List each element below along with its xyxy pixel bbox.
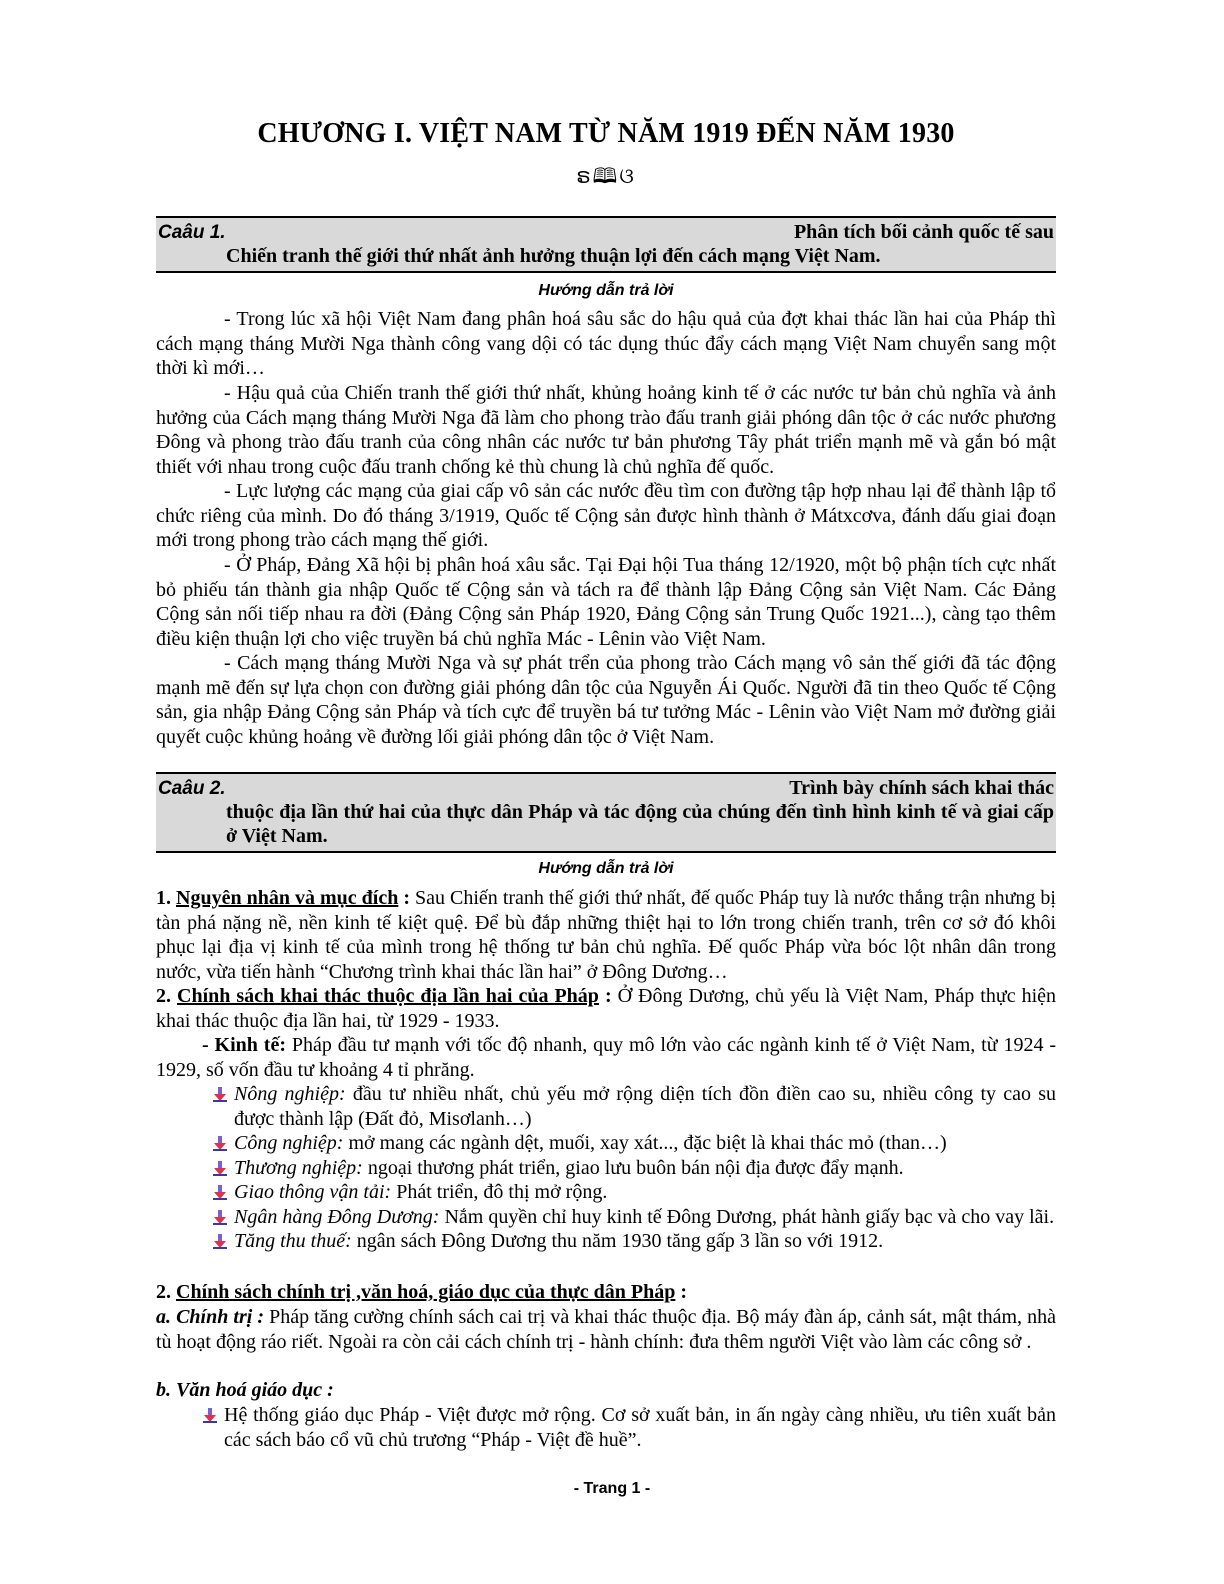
economy-text: Pháp đầu tư mạnh với tốc độ nhanh, quy mô lớn vào các ngành kinh tế ở Việt Nam, từ 1924 - 1929, số vốn đầu tư khoảng 4 tỉ phrăng. xyxy=(156,1034,1056,1081)
q2-section-3 xyxy=(156,1280,1056,1305)
list-item xyxy=(212,1229,1056,1254)
arrow-bullet-icon xyxy=(212,1184,228,1200)
question-1-text-first: Phân tích bối cảnh quốc tế sau xyxy=(793,221,1054,243)
book-ornament-icon: ຣ🕮ଓ xyxy=(576,164,636,188)
list-item xyxy=(202,1403,1056,1452)
q2-economy xyxy=(156,1033,1056,1082)
bullet-label: Công nghiệp: xyxy=(234,1132,344,1154)
list-item xyxy=(212,1180,1056,1205)
arrow-bullet-icon xyxy=(212,1233,228,1249)
economy-label: - Kinh tế: xyxy=(202,1034,286,1056)
bullet-text: đầu tư nhiều nhất, chủ yếu mở rộng diện tích đồn điền cao su, nhiều công ty cao su được thành lập (Đất đỏ, Misơlanh…) xyxy=(234,1083,1056,1130)
page-footer: - Trang 1 - xyxy=(573,1480,651,1497)
bullet-label: Thương nghiệp: xyxy=(234,1156,363,1179)
section-2-colon: : xyxy=(598,985,612,1007)
arrow-bullet-icon xyxy=(202,1407,218,1423)
bullet-text: Hệ thống giáo dục Pháp - Việt được mở rộng. Cơ sở xuất bản, in ấn ngày càng nhiều, ưu tiên xuất bản các sách báo cổ vũ chủ trương “Pháp - Việt đề huề”. xyxy=(224,1404,1056,1451)
question-2-box xyxy=(156,772,1056,853)
question-1-guide: Hướng dẫn trả lời xyxy=(538,282,674,299)
politics-label: a. Chính trị : xyxy=(156,1306,265,1328)
bullet-text: ngân sách Đông Dương thu năm 1930 tăng gấp 3 lần so với 1912. xyxy=(351,1230,884,1252)
culture-bullet-list xyxy=(202,1403,1056,1452)
q2-culture-heading xyxy=(156,1378,1056,1403)
q1-paragraph-2: - Hậu quả của Chiến tranh thế giới thứ nhất, khủng hoảng kinh tế ở các nước tư bản chủ nghĩa và ảnh hưởng của Cách mạng tháng Mười Nga đã làm cho phong trào đấu tranh giải phóng dân tộc ở các nước phương Đông và phong trào đấu tranh của công nhân các nước tư bản phương Tây phát triển mạnh mẽ và gắn bó mật thiết với nhau trong cuộc đấu tranh chống kẻ thù chung là chủ nghĩa đế quốc. xyxy=(156,382,1056,478)
q2-politics xyxy=(156,1305,1056,1354)
question-2-guide: Hướng dẫn trả lời xyxy=(538,860,674,877)
bullet-label: Tăng thu thuế: xyxy=(234,1230,352,1252)
arrow-bullet-icon xyxy=(212,1160,228,1176)
economy-bullet-list xyxy=(212,1082,1056,1254)
section-3-number: 2. xyxy=(156,1281,171,1303)
bullet-text: Phát triển, đô thị mở rộng. xyxy=(391,1181,608,1203)
question-2-text-rest: thuộc địa lần thứ hai của thực dân Pháp và tác động của chúng đến tình hình kinh tế và giai cấp ở Việt Nam. xyxy=(226,801,1054,847)
section-1-number: 1. xyxy=(156,887,171,909)
q1-paragraph-5: - Cách mạng tháng Mười Nga và sự phát trển của phong trào Cách mạng vô sản thế giới đã tác động mạnh mẽ đến sự lựa chọn con đường giải phóng dân tộc của Nguyễn Ái Quốc. Người đã tin theo Quốc tế Cộng sản, gia nhập Đảng Cộng sản Pháp và tích cực để truyền bá tư tưởng Mác - Lênin vào Việt Nam mở đường giải quyết cuộc khủng hoảng về đường lối giải phóng dân tộc ở Việt Nam. xyxy=(156,652,1056,748)
question-2-label: Caâu 2. xyxy=(158,778,226,799)
culture-label: b. Văn hoá giáo dục : xyxy=(156,1379,334,1401)
bullet-text: Nắm quyền chỉ huy kinh tế Đông Dương, phát hành giấy bạc và cho vay lãi. xyxy=(439,1205,1055,1228)
section-3-colon: : xyxy=(675,1281,688,1303)
section-1-text: Sau Chiến tranh thế giới thứ nhất, đế quốc Pháp tuy là nước thắng trận nhưng bị tàn phá nặng nề, nền kinh tế kiệt quệ. Để bù đắp những thiệt hại to lớn trong chiến tranh, trên cơ sở đó khôi phục lại địa vị kinh tế của mình trong hệ thống tư bản chủ nghĩa. Đế quốc Pháp vừa bóc lột nhân dân trong nước, vừa tiến hành “Chương trình khai thác lần hai” ở Đông Dương… xyxy=(156,887,1056,983)
arrow-bullet-icon xyxy=(212,1086,228,1102)
list-item xyxy=(212,1156,1056,1181)
question-2-text xyxy=(158,776,1054,848)
bullet-text: ngoại thương phát triển, giao lưu buôn bán nội địa được đẩy mạnh. xyxy=(362,1156,904,1179)
question-1-text xyxy=(158,220,1054,268)
bullet-label: Nông nghiệp: xyxy=(234,1083,346,1105)
question-1-box xyxy=(156,216,1056,273)
section-1-heading: Nguyên nhân và mục đích xyxy=(176,887,399,909)
list-item xyxy=(212,1205,1056,1230)
politics-text: Pháp tăng cường chính sách cai trị và khai thác thuộc địa. Bộ máy đàn áp, cảnh sát, mật thám, nhà tù hoạt động ráo riết. Ngoài ra còn cải cách chính trị - hành chính: đưa thêm người Việt vào làm các công sở . xyxy=(156,1306,1056,1353)
section-2-number: 2. xyxy=(156,985,171,1007)
arrow-bullet-icon xyxy=(212,1135,228,1151)
q1-paragraph-3: - Lực lượng các mạng của giai cấp vô sản các nước đều tìm con đường tập hợp nhau lại để thành lập tổ chức riêng của mình. Do đó tháng 3/1919, Quốc tế Cộng sản được hình thành ở Mátxcơva, đánh dấu giai đoạn mới trong phong trào cách mạng thế giới. xyxy=(156,480,1056,551)
q2-section-1 xyxy=(156,886,1056,984)
bullet-label: Ngân hàng Đông Dương: xyxy=(234,1205,440,1228)
section-2-heading: Chính sách khai thác thuộc địa lần hai của Pháp xyxy=(177,985,599,1007)
question-1-label: Caâu 1. xyxy=(158,222,226,243)
question-2-text-first: Trình bày chính sách khai thác xyxy=(789,777,1054,799)
bullet-text: mở mang các ngành dệt, muối, xay xát..., đặc biệt là khai thác mỏ (than…) xyxy=(343,1132,947,1154)
bullet-label: Giao thông vận tải: xyxy=(234,1181,392,1203)
section-1-colon: : xyxy=(398,887,411,909)
list-item xyxy=(212,1131,1056,1156)
section-3-heading: Chính sách chính trị ,văn hoá, giáo dục của thực dân Pháp xyxy=(176,1281,676,1303)
question-1-text-rest: Chiến tranh thế giới thứ nhất ảnh hưởng thuận lợi đến cách mạng Việt Nam. xyxy=(226,245,881,267)
list-item xyxy=(212,1082,1056,1131)
q1-paragraph-1: - Trong lúc xã hội Việt Nam đang phân hoá sâu sắc do hậu quả của đợt khai thác lần hai của Pháp thì cách mạng tháng Mười Nga thành công vang dội có tác dụng thúc đẩy cách mạng Việt Nam chuyển sang một thời kì mới… xyxy=(156,308,1056,379)
chapter-title: CHƯƠNG I. VIỆT NAM TỪ NĂM 1919 ĐẾN NĂM 1930 xyxy=(257,118,955,149)
section-2-text: Ở Đông Dương, chủ yếu là Việt Nam, Pháp thực hiện khai thác thuộc địa lần hai, từ 1929 - 1933. xyxy=(156,985,1057,1032)
q2-section-2 xyxy=(156,984,1056,1033)
q1-paragraph-4: - Ở Pháp, Đảng Xã hội bị phân hoá xâu sắc. Tại Đại hội Tua tháng 12/1920, một bộ phận tích cực nhất bỏ phiếu tán thành gia nhập Quốc tế Cộng sản và tách ra để thành lập Đảng Cộng sản Việt Nam. Các Đảng Cộng sản nối tiếp nhau ra đời (Đảng Cộng sản Pháp 1920, Đảng Cộng sản Trung Quốc 1921...), càng tạo thêm điều kiện thuận lợi cho việc truyền bá chủ nghĩa Mác - Lênin vào Việt Nam. xyxy=(156,554,1056,650)
arrow-bullet-icon xyxy=(212,1209,228,1225)
